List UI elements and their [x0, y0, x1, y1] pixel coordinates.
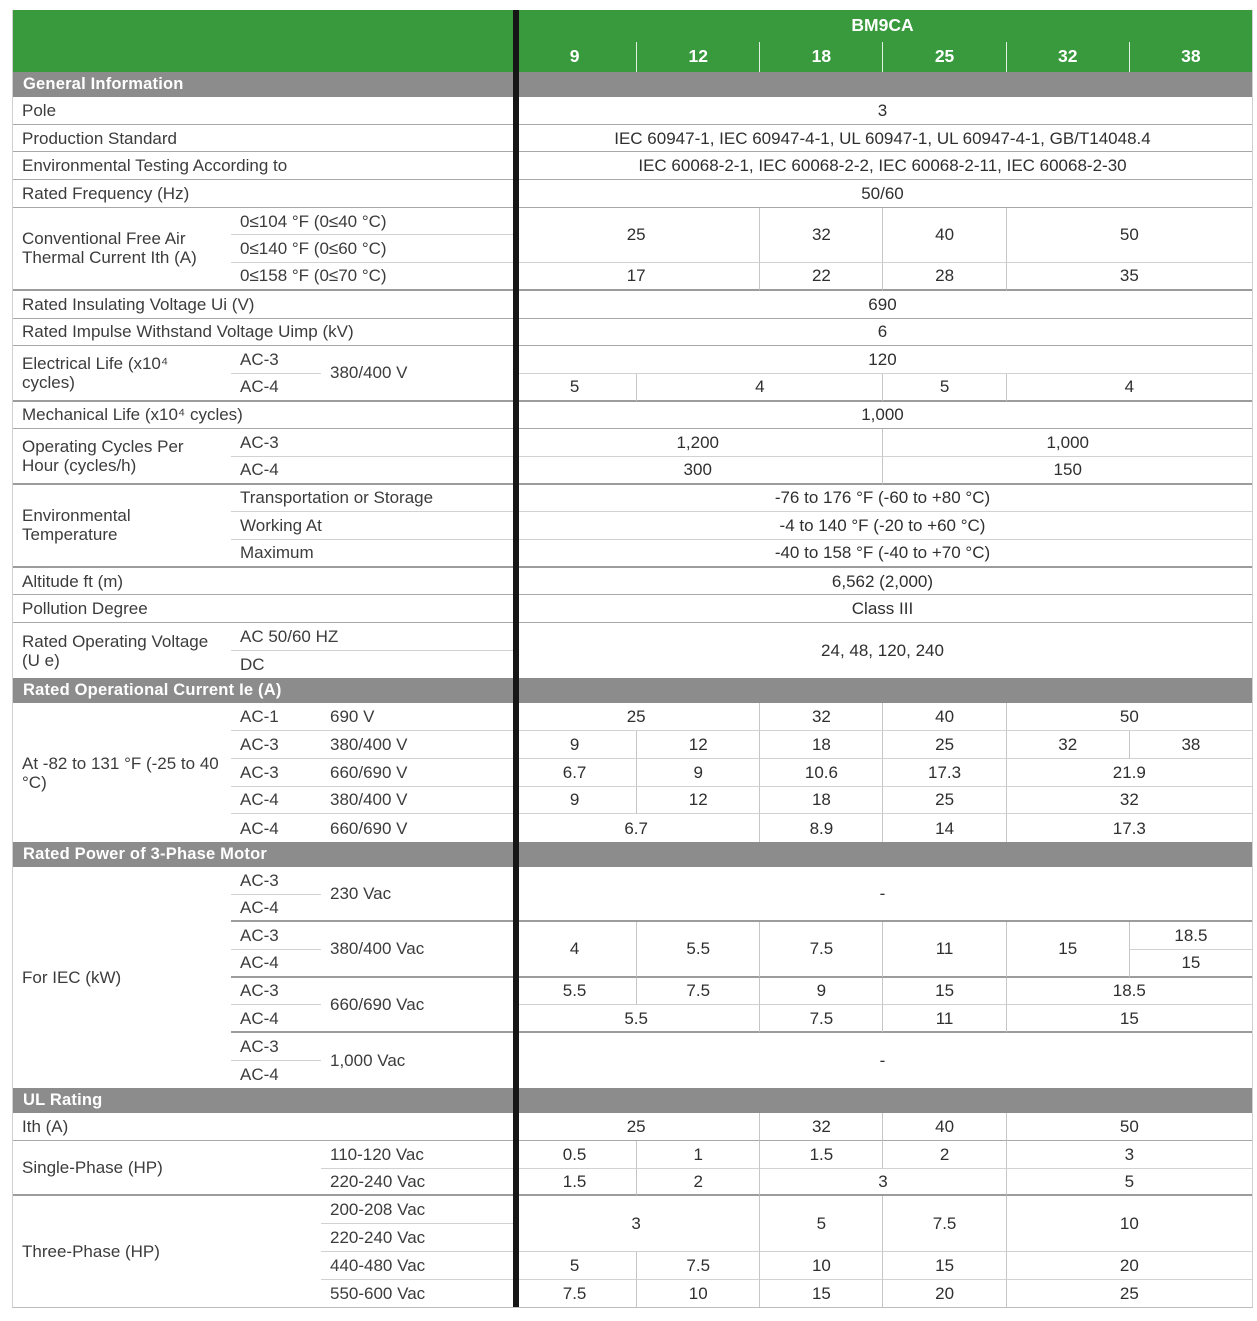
rated-frequency-value: 50/60 [513, 180, 1252, 208]
thermal-condition-3: 0≤158 °F (0≤70 °C) [231, 263, 513, 291]
electrical-life-ac4-value: 4 [636, 374, 882, 402]
voltage-label: 380/400 V [321, 787, 513, 815]
hp-value: 2 [882, 1141, 1005, 1169]
voltage-label: 440-480 Vac [321, 1252, 513, 1280]
power-value: 15 [1006, 1005, 1252, 1033]
voltage-label: 230 Vac [321, 867, 513, 922]
current-value: 17.3 [1006, 814, 1252, 842]
current-value: 38 [1129, 731, 1252, 759]
hp-value: 3 [759, 1169, 1005, 1197]
current-value: 25 [882, 787, 1005, 815]
ul-ith-value: 25 [513, 1113, 759, 1141]
voltage-label: 220-240 Vac [321, 1224, 513, 1252]
current-value: 32 [1006, 787, 1252, 815]
env-temp-row-label: Working At [231, 512, 513, 540]
operating-cycles-ac3: AC-3 [231, 429, 513, 457]
power-value: 4 [513, 922, 636, 977]
env-testing-value: IEC 60068-2-1, IEC 60068-2-2, IEC 60068-2-11, IEC 60068-2-30 [513, 152, 1252, 180]
hp-value: 5 [759, 1196, 882, 1251]
single-phase-label: Single-Phase (HP) [13, 1141, 321, 1196]
current-value: 9 [513, 731, 636, 759]
power-value: 15 [882, 978, 1005, 1006]
voltage-label: 1,000 Vac [321, 1033, 513, 1088]
ul-ith-value: 40 [882, 1113, 1005, 1141]
hp-value: 7.5 [513, 1280, 636, 1308]
current-value: 14 [882, 814, 1005, 842]
hp-value: 3 [513, 1196, 759, 1251]
power-value: 18.5 [1129, 922, 1252, 950]
thermal-value: 25 [513, 208, 759, 263]
rated-frequency-label: Rated Frequency (Hz) [13, 180, 513, 208]
power-value: 5.5 [513, 978, 636, 1006]
mechanical-life-value: 1,000 [513, 402, 1252, 430]
current-value: 32 [1006, 731, 1129, 759]
hp-value: 3 [1006, 1141, 1252, 1169]
hp-value: 7.5 [882, 1196, 1005, 1251]
thermal-condition-2: 0≤140 °F (0≤60 °C) [231, 235, 513, 263]
altitude-label: Altitude ft (m) [13, 568, 513, 596]
mechanical-life-label: Mechanical Life (x10⁴ cycles) [13, 402, 513, 430]
ac-class: AC-3 [231, 867, 321, 895]
operating-cycles-value: 150 [882, 457, 1252, 485]
thermal-condition-1: 0≤104 °F (0≤40 °C) [231, 208, 513, 236]
hp-value: 10 [759, 1252, 882, 1280]
env-temp-row-value: -4 to 140 °F (-20 to +60 °C) [513, 512, 1252, 540]
operating-cycles-value: 1,000 [882, 429, 1252, 457]
electrical-life-ac3-value: 120 [513, 346, 1252, 374]
env-temp-row-label: Transportation or Storage [231, 485, 513, 513]
hp-value: 10 [636, 1280, 759, 1308]
current-value: 6.7 [513, 759, 636, 787]
thermal-value: 32 [759, 208, 882, 263]
section-header-general: General Information [13, 72, 1252, 97]
hp-value: 1.5 [513, 1169, 636, 1197]
env-temp-row-label: Maximum [231, 540, 513, 568]
voltage-label: 660/690 Vac [321, 978, 513, 1033]
column-header-12: 12 [636, 42, 759, 72]
voltage-label: 660/690 V [321, 759, 513, 787]
current-value: 8.9 [759, 814, 882, 842]
voltage-label: 660/690 V [321, 814, 513, 842]
power-value: 15 [1006, 922, 1129, 977]
column-header-18: 18 [759, 42, 882, 72]
current-value: 9 [636, 759, 759, 787]
impulse-voltage-label: Rated Impulse Withstand Voltage Uimp (kV) [13, 319, 513, 347]
electrical-life-ac4-value: 5 [882, 374, 1005, 402]
current-value: 10.6 [759, 759, 882, 787]
current-value: 17.3 [882, 759, 1005, 787]
current-value: 25 [513, 703, 759, 731]
operating-cycles-ac4: AC-4 [231, 457, 513, 485]
thermal-value: 28 [882, 263, 1005, 291]
current-value: 9 [513, 787, 636, 815]
operating-cycles-value: 1,200 [513, 429, 882, 457]
power-value: - [513, 1033, 1252, 1088]
pole-value: 3 [513, 97, 1252, 125]
ac-class: AC-3 [231, 1033, 321, 1061]
column-header-32: 32 [1006, 42, 1129, 72]
insulating-voltage-value: 690 [513, 291, 1252, 319]
ul-ith-label: Ith (A) [13, 1113, 513, 1141]
power-value: 7.5 [759, 1005, 882, 1033]
env-testing-label: Environmental Testing According to [13, 152, 513, 180]
hp-value: 20 [1006, 1252, 1252, 1280]
ac-class: AC-1 [231, 703, 321, 731]
pollution-degree-label: Pollution Degree [13, 595, 513, 623]
current-value: 12 [636, 787, 759, 815]
section-header-ul-rating: UL Rating [13, 1088, 1252, 1113]
series-title: BM9CA [513, 10, 1252, 42]
table-divider-bar [513, 10, 519, 1307]
current-value: 40 [882, 703, 1005, 731]
power-value: 15 [1129, 950, 1252, 978]
operating-voltage-dc: DC [231, 651, 513, 679]
hp-value: 5 [513, 1252, 636, 1280]
electrical-life-voltage: 380/400 V [321, 346, 513, 401]
hp-value: 5 [1006, 1169, 1252, 1197]
operating-cycles-value: 300 [513, 457, 882, 485]
voltage-label: 380/400 Vac [321, 922, 513, 977]
ac-class: AC-4 [231, 1005, 321, 1033]
iec-power-label: For IEC (kW) [13, 867, 231, 1089]
current-value: 25 [882, 731, 1005, 759]
ul-ith-value: 50 [1006, 1113, 1252, 1141]
hp-value: 7.5 [636, 1252, 759, 1280]
thermal-value: 22 [759, 263, 882, 291]
power-value: 11 [882, 922, 1005, 977]
current-value: 32 [759, 703, 882, 731]
hp-value: 1 [636, 1141, 759, 1169]
power-value: 11 [882, 1005, 1005, 1033]
current-value: 18 [759, 731, 882, 759]
production-standard-value: IEC 60947-1, IEC 60947-4-1, UL 60947-1, UL 60947-4-1, GB/T14048.4 [513, 125, 1252, 153]
column-header-9: 9 [513, 42, 636, 72]
power-value: - [513, 867, 1252, 922]
voltage-label: 200-208 Vac [321, 1196, 513, 1224]
env-temperature-label: Environmental Temperature [13, 485, 231, 568]
current-value: 50 [1006, 703, 1252, 731]
ac-class: AC-4 [231, 814, 321, 842]
production-standard-label: Production Standard [13, 125, 513, 153]
thermal-value: 35 [1006, 263, 1252, 291]
electrical-life-ac4-value: 5 [513, 374, 636, 402]
hp-value: 2 [636, 1169, 759, 1197]
operating-voltage-value: 24, 48, 120, 240 [513, 623, 1252, 678]
ac-class: AC-4 [231, 950, 321, 978]
ac-class: AC-3 [231, 978, 321, 1006]
hp-value: 0.5 [513, 1141, 636, 1169]
section-header-motor-power: Rated Power of 3-Phase Motor [13, 842, 1252, 867]
current-value: 21.9 [1006, 759, 1252, 787]
ac-class: AC-4 [231, 787, 321, 815]
hp-value: 10 [1006, 1196, 1252, 1251]
hp-value: 1.5 [759, 1141, 882, 1169]
voltage-label: 110-120 Vac [321, 1141, 513, 1169]
thermal-value: 40 [882, 208, 1005, 263]
ac-class: AC-4 [231, 1061, 321, 1089]
ac-class: AC-3 [231, 922, 321, 950]
section-header-operational-current: Rated Operational Current Ie (A) [13, 678, 1252, 703]
power-value: 5.5 [636, 922, 759, 977]
power-value: 5.5 [513, 1005, 759, 1033]
power-value: 9 [759, 978, 882, 1006]
thermal-current-label: Conventional Free Air Thermal Current Ith (A) [13, 208, 231, 291]
electrical-life-ac4-value: 4 [1006, 374, 1252, 402]
insulating-voltage-label: Rated Insulating Voltage Ui (V) [13, 291, 513, 319]
ac-class: AC-3 [231, 759, 321, 787]
electrical-life-ac3: AC-3 [231, 346, 321, 374]
column-header-25: 25 [882, 42, 1005, 72]
pole-label: Pole [13, 97, 513, 125]
thermal-value: 17 [513, 263, 759, 291]
operating-cycles-label: Operating Cycles Per Hour (cycles/h) [13, 429, 231, 484]
voltage-label: 550-600 Vac [321, 1280, 513, 1308]
voltage-label: 220-240 Vac [321, 1169, 513, 1197]
operating-voltage-ac: AC 50/60 HZ [231, 623, 513, 651]
operating-voltage-label: Rated Operating Voltage (U e) [13, 623, 231, 678]
header-left-spacer [13, 10, 513, 72]
operational-current-label: At -82 to 131 °F (-25 to 40 °C) [13, 703, 231, 841]
voltage-label: 380/400 V [321, 731, 513, 759]
pollution-degree-value: Class III [513, 595, 1252, 623]
env-temp-row-value: -76 to 176 °F (-60 to +80 °C) [513, 485, 1252, 513]
hp-value: 15 [882, 1252, 1005, 1280]
env-temp-row-value: -40 to 158 °F (-40 to +70 °C) [513, 540, 1252, 568]
hp-value: 15 [759, 1280, 882, 1308]
column-header-38: 38 [1129, 42, 1252, 72]
power-value: 7.5 [759, 922, 882, 977]
three-phase-label: Three-Phase (HP) [13, 1196, 321, 1307]
ul-ith-value: 32 [759, 1113, 882, 1141]
ac-class: AC-3 [231, 731, 321, 759]
electrical-life-ac4: AC-4 [231, 374, 321, 402]
impulse-voltage-value: 6 [513, 319, 1252, 347]
thermal-value: 50 [1006, 208, 1252, 263]
power-value: 18.5 [1006, 978, 1252, 1006]
current-value: 12 [636, 731, 759, 759]
electrical-life-label: Electrical Life (x10⁴ cycles) [13, 346, 231, 401]
current-value: 18 [759, 787, 882, 815]
voltage-label: 690 V [321, 703, 513, 731]
altitude-value: 6,562 (2,000) [513, 568, 1252, 596]
power-value: 7.5 [636, 978, 759, 1006]
ac-class: AC-4 [231, 895, 321, 923]
hp-value: 20 [882, 1280, 1005, 1308]
hp-value: 25 [1006, 1280, 1252, 1308]
spec-table [12, 10, 1253, 1308]
current-value: 6.7 [513, 814, 759, 842]
